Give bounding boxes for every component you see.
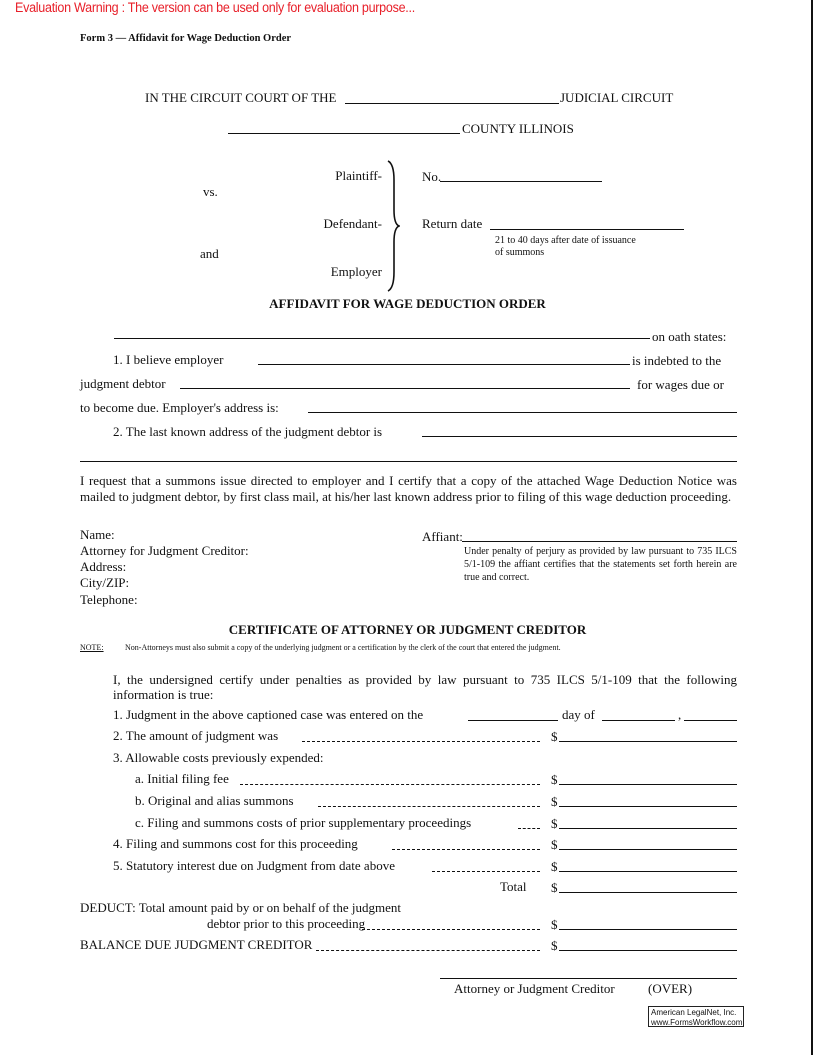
dollar-sign: $ (551, 917, 558, 932)
logo-line-2: www.FormsWorkflow.com (651, 1017, 743, 1027)
over-label: (OVER) (648, 981, 693, 996)
leader-line (318, 806, 540, 807)
balance-blank[interactable] (559, 950, 737, 951)
comma: , (678, 707, 682, 722)
county-label: COUNTY ILLINOIS (462, 121, 574, 136)
return-date-blank[interactable] (490, 229, 684, 230)
signature-label: Attorney or Judgment Creditor (454, 981, 615, 996)
employer-label: Employer (330, 264, 382, 279)
leader-line (316, 950, 540, 951)
county-blank[interactable] (228, 133, 460, 134)
alias-summons-blank[interactable] (559, 806, 737, 807)
address-label: Address: (80, 559, 127, 574)
prior-costs-blank[interactable] (559, 828, 737, 829)
leader-line (518, 828, 540, 829)
court-suffix: JUDICIAL CIRCUIT (560, 90, 674, 105)
page-border (811, 0, 813, 1055)
defendant-label: Defendant- (323, 216, 382, 231)
wages-text: for wages due or (637, 377, 724, 392)
item-prior-costs: c. Filing and summons costs of prior supplementary proceedings (135, 815, 472, 830)
deduct-label: DEDUCT: Total amount paid by or on behalf of the judgment (80, 900, 401, 915)
leader-line (240, 784, 540, 785)
judgment-debtor-blank[interactable] (180, 388, 630, 389)
balance-label: BALANCE DUE JUDGMENT CREDITOR (80, 937, 313, 952)
leader-line (302, 741, 540, 742)
this-proceeding-blank[interactable] (559, 849, 737, 850)
employer-address-blank[interactable] (308, 412, 737, 413)
judgment-day-blank[interactable] (468, 720, 558, 721)
attorney-label: Attorney for Judgment Creditor: (80, 543, 249, 558)
circuit-blank[interactable] (345, 103, 559, 104)
name-label: Name: (80, 527, 115, 542)
affiant-name-blank[interactable] (114, 338, 650, 339)
logo-line-1: American LegalNet, Inc. (651, 1008, 737, 1017)
evaluation-warning: Evaluation Warning : The version can be used only for evaluation purpose... (15, 0, 415, 15)
court-prefix: IN THE CIRCUIT COURT OF THE (145, 90, 337, 105)
return-note: 21 to 40 days after date of issuance (495, 235, 636, 246)
day-of-label: day of (562, 707, 595, 722)
case-no-label: No. (422, 169, 442, 184)
city-label: City/ZIP: (80, 575, 130, 590)
filing-fee-blank[interactable] (559, 784, 737, 785)
certificate-intro: I, the undersigned certify under penalties as provided by law pursuant to 735 ILCS 5/1-109 that the following information is true: (113, 672, 737, 702)
case-no-blank[interactable] (440, 181, 602, 182)
dollar-sign: $ (551, 794, 558, 809)
brace-icon (384, 160, 400, 292)
total-label: Total (500, 879, 527, 894)
dollar-sign: $ (551, 837, 558, 852)
employer-address-text: to become due. Employer's address is: (80, 400, 279, 415)
certificate-title: CERTIFICATE OF ATTORNEY OR JUDGMENT CREDITOR (228, 622, 587, 637)
item-interest: 5. Statutory interest due on Judgment from date above (113, 858, 395, 873)
signature-blank[interactable] (440, 978, 737, 979)
deduct-label-2: debtor prior to this proceeding (207, 916, 366, 931)
debtor-address-blank[interactable] (422, 436, 737, 437)
amount-blank[interactable] (559, 741, 737, 742)
request-paragraph: I request that a summons issue directed to employer and I certify that a copy of the attached Wage Deduction Notice was mailed to judgment debtor, by first class mail, at his/her last known address prior to filing of this wage deduction proceeding. (80, 473, 737, 504)
item-amount: 2. The amount of judgment was (113, 728, 279, 743)
dollar-sign: $ (551, 880, 558, 895)
oath-label: on oath states: (652, 329, 727, 344)
judgment-year-blank[interactable] (684, 720, 737, 721)
note-text: Non-Attorneys must also submit a copy of the underlying judgment or a certification by the clerk of the court that entered the judgment. (125, 643, 561, 652)
item-judgment-date: 1. Judgment in the above captioned case was entered on the (113, 707, 424, 722)
telephone-label: Telephone: (80, 592, 138, 607)
item-alias-summons: b. Original and alias summons (135, 793, 294, 808)
vs-label: vs. (203, 184, 218, 199)
debtor-address-blank-2[interactable] (80, 461, 737, 462)
plaintiff-label: Plaintiff- (335, 168, 382, 183)
leader-line (362, 929, 540, 930)
and-label: and (200, 246, 219, 261)
leader-line (432, 871, 540, 872)
dollar-sign: $ (551, 816, 558, 831)
affidavit-title: AFFIDAVIT FOR WAGE DEDUCTION ORDER (269, 296, 546, 311)
dollar-sign: $ (551, 859, 558, 874)
employer-text: 1. I believe employer (113, 352, 224, 367)
item-costs: 3. Allowable costs previously expended: (113, 750, 324, 765)
total-blank[interactable] (559, 892, 737, 893)
interest-blank[interactable] (559, 871, 737, 872)
employer-blank[interactable] (258, 364, 630, 365)
item-filing-fee: a. Initial filing fee (135, 771, 229, 786)
dollar-sign: $ (551, 729, 558, 744)
return-note-2: of summons (495, 247, 545, 258)
affiant-label: Affiant: (422, 529, 463, 544)
indebted-text: is indebted to the (632, 353, 722, 368)
debtor-address-text: 2. The last known address of the judgment debtor is (113, 424, 383, 439)
return-date-label: Return date (422, 216, 483, 231)
leader-line (392, 849, 540, 850)
judgment-debtor-text: judgment debtor (80, 376, 166, 391)
deduct-blank[interactable] (559, 929, 737, 930)
item-this-proceeding: 4. Filing and summons cost for this proceeding (113, 836, 358, 851)
judgment-month-blank[interactable] (602, 720, 675, 721)
dollar-sign: $ (551, 772, 558, 787)
form-header: Form 3 — Affidavit for Wage Deduction Order (80, 33, 292, 44)
note-label: NOTE: (80, 643, 104, 652)
affiant-signature-blank[interactable] (462, 541, 737, 542)
dollar-sign: $ (551, 938, 558, 953)
publisher-logo (648, 1006, 744, 1027)
perjury-statement: Under penalty of perjury as provided by law pursuant to 735 ILCS 5/1-109 the affiant certifies that the statements set forth herein are true and correct. (464, 546, 737, 583)
